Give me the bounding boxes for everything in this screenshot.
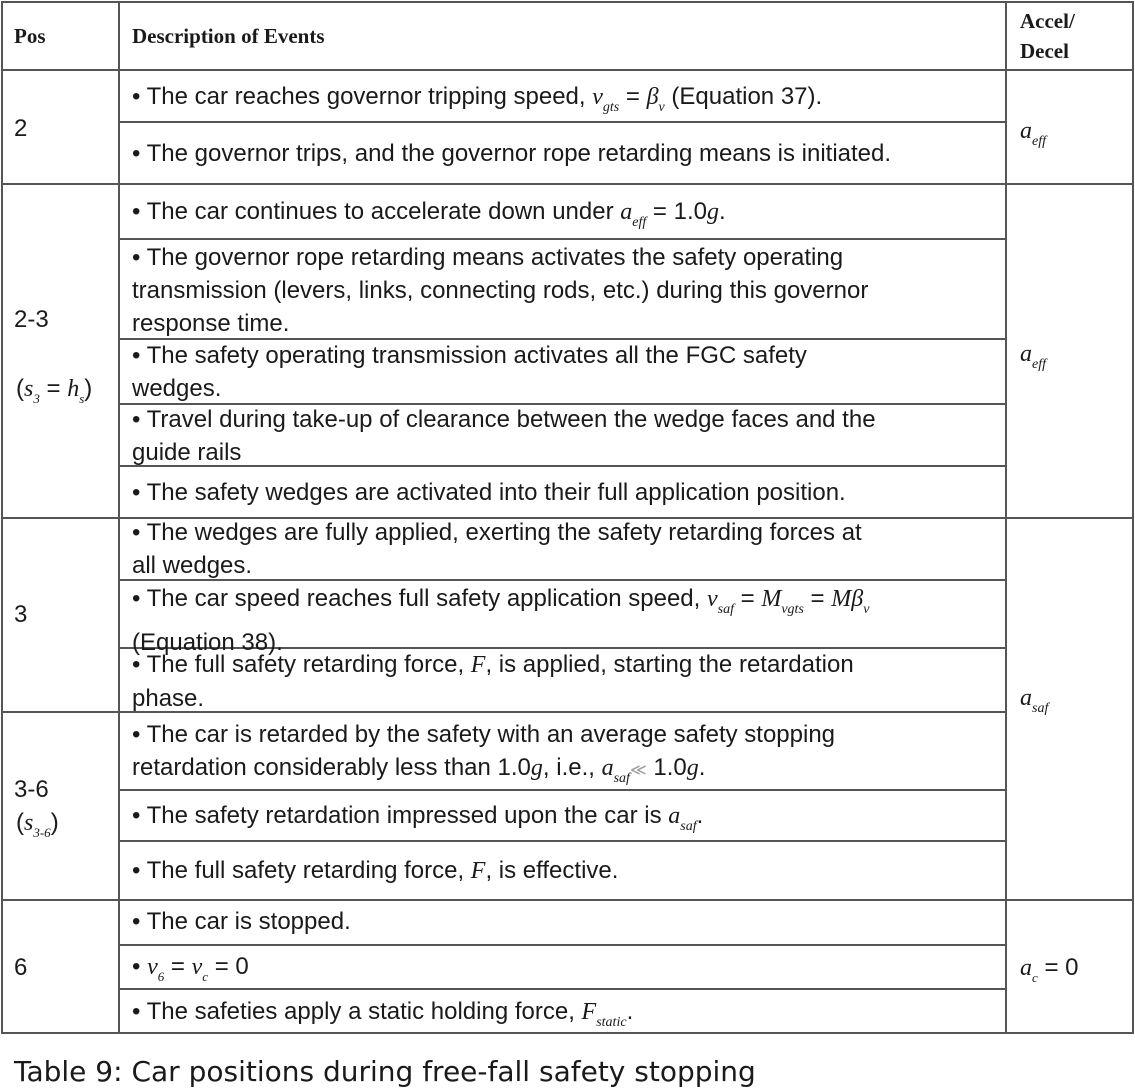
event-governor-trips: • The governor trips, and the governor rope retarding means is initiated. <box>132 140 892 167</box>
event-wedges-fully-applied: • The wedges are fully applied, exerting the safety retarding forces at all wedges. <box>132 519 862 579</box>
table-caption: Table 9: Car positions during free-fall safety stopping <box>14 1055 756 1088</box>
subrow-divider <box>119 944 1007 946</box>
event-full-retarding-force-applied: • The full safety retarding force, F, is applied, starting the retardation phase. <box>132 651 854 712</box>
header-accel: Accel/ <box>1020 9 1075 33</box>
header-pos: Pos <box>14 24 46 48</box>
header-decel: Decel <box>1020 39 1069 63</box>
header-description: Description of Events <box>132 24 325 48</box>
row-divider-group-3-6 <box>1 899 1134 901</box>
accel-group-6: $a_c = 0$ <box>1020 954 1079 985</box>
pos-2-3: 2-3 <box>14 306 49 333</box>
event-static-holding-force: • The safeties apply a static holding force, $F_{static}$. <box>132 998 634 1030</box>
accel-group-2-3: $a_{eff}$ <box>1020 341 1046 372</box>
event-governor-tripping-speed: • The car reaches governor tripping speed, $v_{gts} = \beta_v$ (Equation 37). <box>132 83 823 115</box>
pos-2: 2 <box>14 115 28 142</box>
event-full-safety-application-speed: • The car speed reaches full safety application speed, $v_{saf} = M_{vgts} = M\beta_v$ (Equation 38). <box>132 585 870 656</box>
accel-group-2: $a_{eff}$ <box>1020 118 1046 149</box>
event-car-accelerates: • The car continues to accelerate down under $a_{eff} = 1.0g$. <box>132 198 726 230</box>
event-retarding-force-effective: • The full safety retarding force, F, is effective. <box>132 857 619 884</box>
subrow-divider <box>119 988 1007 990</box>
event-car-stopped: • The car is stopped. <box>132 908 351 935</box>
pos-6: 6 <box>14 954 28 981</box>
row-divider-header <box>1 69 1134 71</box>
event-retarding-means-activates: • The governor rope retarding means activates the safety operating transmission (levers, links, connecting rods, etc.) during this governor response time. <box>132 244 869 337</box>
event-transmission-activates-wedges: • The safety operating transmission activates all the FGC safety wedges. <box>132 342 807 402</box>
event-velocity-zero: • $v_6 = v_c = 0$ <box>132 953 249 984</box>
pos-3-6: 3-6 <box>14 776 49 803</box>
pos-2-3-note: $(s_3 = h_s)$ <box>16 375 93 406</box>
accel-group-3-to-6: $a_{saf}$ <box>1020 685 1049 716</box>
event-clearance-take-up: • Travel during take-up of clearance between the wedge faces and the guide rails <box>132 406 876 466</box>
table-border-top <box>1 1 1134 3</box>
pos-3-6-note: $(s_{3-6})$ <box>16 809 59 840</box>
row-divider-group-2 <box>1 183 1134 185</box>
pos-3: 3 <box>14 601 28 628</box>
event-wedges-full-position: • The safety wedges are activated into their full application position. <box>132 479 846 506</box>
event-car-retarded: • The car is retarded by the safety with an average safety stopping retardation considerably less than 1.0g, i.e., $a_{saf}≪$ 1.0g. <box>132 721 836 786</box>
event-safety-retardation: • The safety retardation impressed upon the car is $a_{saf}$. <box>132 802 704 834</box>
